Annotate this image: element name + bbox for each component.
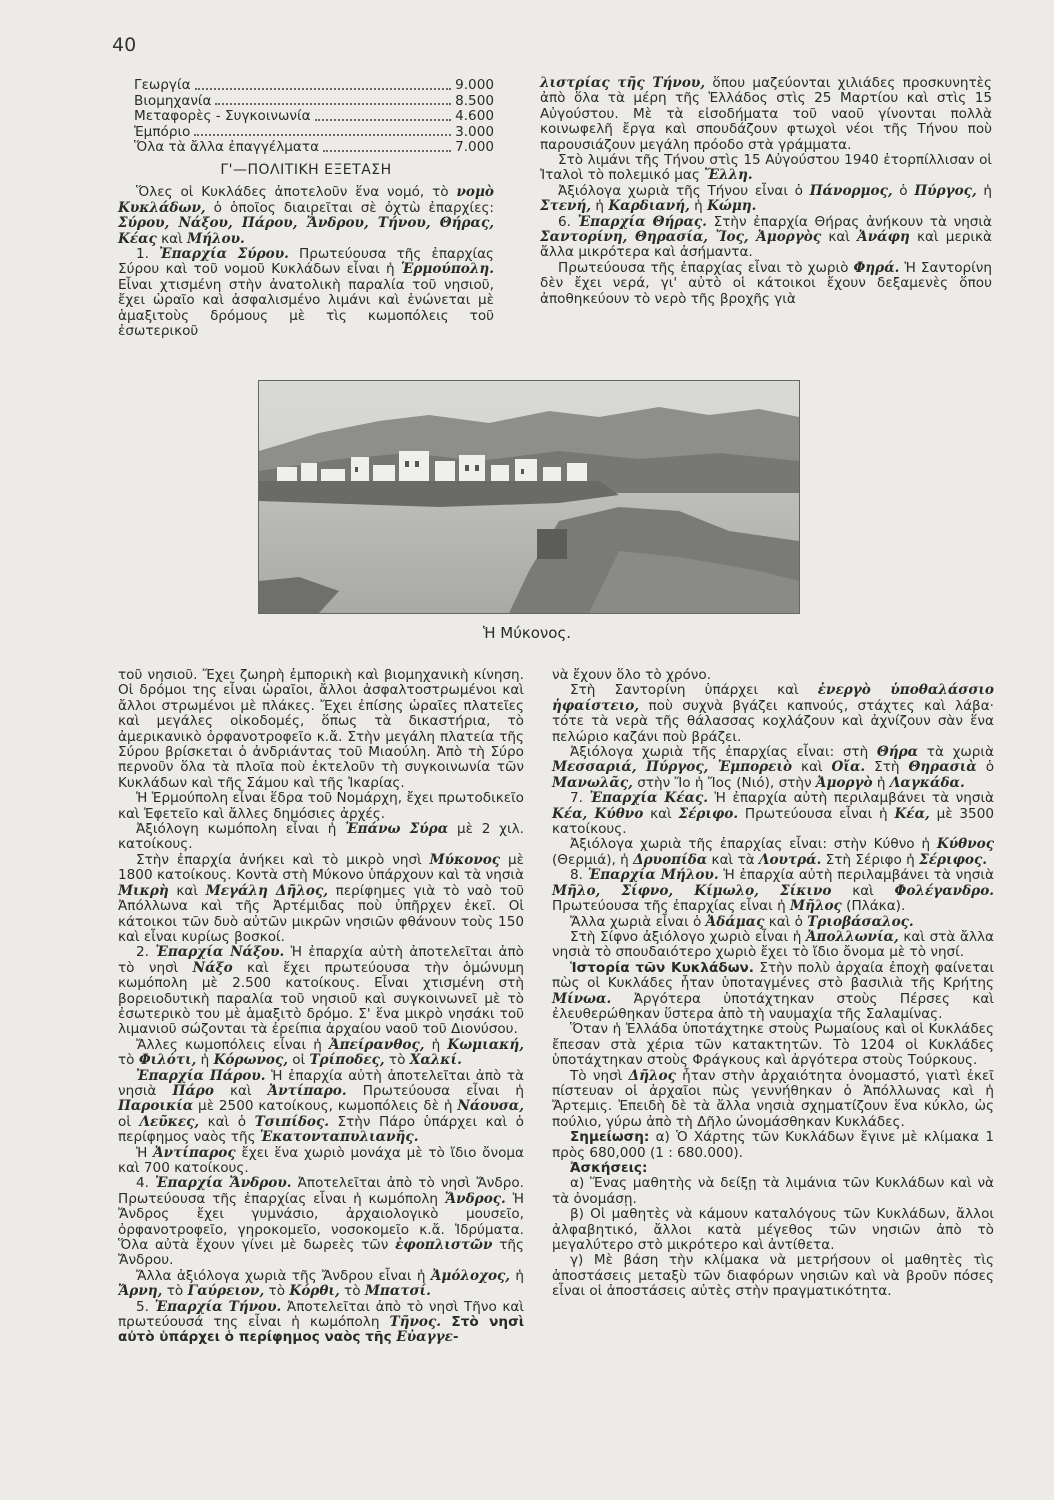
paragraph: 5. Ἐπαρχία Τήνου. Ἀποτελεῖται ἀπὸ τὸ νησὶ Τῆνο καὶ πρωτεύουσά της εἶναι ἡ κωμόπολη Τῆνος. Στὸ νησὶ αὐτὸ ὑπάρχει ὁ περίφημος ναὸς τῆς Εὐαγγε-	[118, 1298, 524, 1346]
stat-row	[118, 140, 494, 156]
stat-value: 4.600	[455, 108, 494, 125]
leader-dots	[194, 125, 451, 137]
paragraph: Ἀξιόλογα χωριὰ τῆς Τήνου εἶναι ὁ Πάνορμος, ὁ Πύργος, ἡ Στενή, ἡ Καρδιανή, ἡ Κώμη.	[540, 182, 993, 215]
stat-value: 9.000	[455, 77, 494, 93]
paragraph: Ἄλλα χωριὰ εἶναι ὁ Ἀδάμας καὶ ὁ Τριοβάσαλος.	[570, 913, 914, 930]
stat-value: 7.000	[455, 139, 494, 156]
paragraph: Ἡ Ἑρμούπολη εἶναι ἕδρα τοῦ Νομάρχη, ἔχει πρωτοδικεῖο καὶ Ἐφετεῖο καὶ ἄλλες δημόσιες ἀρχές.	[118, 790, 524, 822]
right-top-column	[540, 76, 992, 307]
paragraph	[552, 1161, 994, 1176]
paragraph: α) Ἕνας μαθητὴς νὰ δείξῃ τὰ λιμάνια τῶν Κυκλάδων καὶ νὰ τὰ ὀνομάσῃ.	[552, 1175, 994, 1207]
paragraph: Ἄλλες κωμοπόλεις εἶναι ἡ Ἀπείρανθος, ἡ Κωμιακή, τὸ Φιλότι, ἡ Κόρωνος, οἱ Τρίποδες, τὸ Χαλκί.	[118, 1036, 524, 1069]
paragraph: 2. Ἐπαρχία Νάξου. Ἡ ἐπαρχία αὐτὴ ἀποτελεῖται ἀπὸ τὸ νησὶ Νάξο καὶ ἔχει πρωτεύουσα τὴν ὁμώνυμη κωμόπολη μὲ 2.500 κατοίκους. Εἶναι χτισμένη στὴ βορειοδυτικὴ παραλία τοῦ νησιοῦ καὶ συγκοινωνεῖ μὲ τὸ ἐσωτερικὸ του μὲ ἁμαξιτὸ δρόμο. Σ' ἕνα μικρὸ νησάκι τοῦ λιμανιοῦ σώζονται τὰ ἐρείπια ἀρχαίου ναοῦ τοῦ Διονύσου.	[118, 944, 524, 1038]
paragraph: 6. Ἐπαρχία Θήρας. Στὴν ἐπαρχία Θήρας ἀνήκουν τὰ νησιὰ Σαντορίνη, Θηρασία, Ἴος, Ἀμοργὸς καὶ Ἀνάφη καὶ μερικὰ ἄλλα μικρότερα καὶ ἀσήμαντα.	[540, 213, 992, 261]
paragraph: Στὴν ἐπαρχία ἀνήκει καὶ τὸ μικρὸ νησὶ Μύκονος μὲ 1800 κατοίκους. Κοντὰ στὴ Μύκονο ὑπάρχουν καὶ τὰ νησιὰ Μικρὴ καὶ Μεγάλη Δῆλος, περίφημες γιὰ τὸ ναὸ τοῦ Ἀπόλλωνα καὶ τῆς Ἀρτέμιδας ποὺ ὑπῆρχεν ἐκεῖ. Οἱ κάτοικοι τῶν δυὸ αὐτῶν μικρῶν νησιῶν φθάνουν τοὺς 150 καὶ εἶναι κυρίως βοσκοί.	[118, 851, 524, 945]
stat-row	[118, 125, 494, 141]
subheading: Ἱστορία τῶν Κυκλάδων.	[570, 959, 754, 976]
left-bottom-column	[118, 668, 524, 1346]
paragraph: Τὸ νησὶ Δῆλος ἦταν στὴν ἀρχαιότητα ὀνομαστό, γιατὶ ἐκεῖ πίστευαν οἱ ἀρχαῖοι πὼς γεννήθηκαν ὁ Ἀπόλλωνας καὶ ἡ Ἄρτεμις. Ἐπειδὴ δὲ τὰ ἄλλα νησιὰ σχηματίζουν ἕνα κύκλο, ὡς πούλιο, γύρω ἀπὸ τὴ Δῆλο ὠνομάσθηκαν Κυκλάδες.	[552, 1067, 994, 1130]
paragraph: Ὅταν ἡ Ἑλλάδα ὑποτάχτηκε στοὺς Ρωμαίους καὶ οἱ Κυκλάδες ἔπεσαν στὰ χέρια τῶν κατακτητῶν. Τὸ 1204 οἱ Κυκλάδες ὑποτάχτηκαν στοὺς Φράγκους καὶ ἀργότερα στοὺς Τούρκους.	[552, 1021, 994, 1069]
stat-label: Βιομηχανία	[134, 92, 212, 109]
paragraph: Ἀξιόλογη κωμόπολη εἶναι ἡ Ἐπάνω Σύρα μὲ 2 χιλ. κατοίκους.	[118, 821, 524, 853]
paragraph: Ἄλλα ἀξιόλογα χωριὰ τῆς Ἄνδρου εἶναι ἡ Ἀμόλοχος, ἡ Ἄρνη, τὸ Γαύρειον, τὸ Κόρθι, τὸ Μπατσί.	[118, 1267, 524, 1300]
paragraph: γ) Μὲ βάση τὴν κλίμακα νὰ μετρήσουν οἱ μαθητὲς τὶς ἀποστάσεις μεταξὺ τῶν διαφόρων νησιῶν καὶ νὰ βροῦν πόσες εἶναι οἱ ἀποστάσεις αὐτὲς στὴν πραγματικότητα.	[552, 1252, 994, 1300]
left-top-column	[118, 78, 494, 339]
right-bottom-column	[552, 668, 994, 1300]
paragraph: 8. Ἐπαρχία Μήλου. Ἡ ἐπαρχία αὐτὴ περιλαμβάνει τὰ νησιὰ Μῆλο, Σίφνο, Κίμωλο, Σίκινο καὶ Φολέγανδρο. Πρωτεύουσα τῆς ἐπαρχίας εἶναι ἡ Μῆλος (Πλάκα).	[552, 867, 994, 915]
leader-dots	[195, 78, 452, 90]
page-number: 40	[112, 34, 137, 56]
section-heading: Γ'—ΠΟΛΙΤΙΚΗ ΕΞΕΤΑΣΗ	[220, 161, 392, 178]
stat-row	[118, 78, 494, 94]
occupation-stats	[118, 78, 494, 156]
paragraph: Σημείωση: α) Ὁ Χάρτης τῶν Κυκλάδων ἔγινε μὲ κλίμακα 1 πρὸς 680,000 (1 : 680.000).	[552, 1129, 994, 1161]
paragraph: Πρωτεύουσα τῆς ἐπαρχίας εἶναι τὸ χωριὸ Φηρά. Ἡ Σαντορίνη δὲν ἔχει νερά, γι' αὐτὸ οἱ κάτοικοι ἔχουν δεξαμενὲς ὅπου ἀποθηκεύουν τὸ νερὸ τῆς βροχῆς γιὰ	[540, 259, 992, 307]
paragraph: 1. Ἐπαρχία Σύρου. Πρωτεύουσα τῆς ἐπαρχίας Σύρου καὶ τοῦ νομοῦ Κυκλάδων εἶναι ἡ Ἑρμούπολη. Εἶναι χτισμένη στὴν ἀνατολικὴ παραλία τοῦ νησιοῦ, ἔχει ὡραῖο καὶ ἀσφαλισμένο λιμάνι καὶ ἑνώνεται μὲ ἁμαξιτοὺς δρόμους μὲ τὶς κωμοπόλεις τοῦ ἐσωτερικοῦ	[118, 246, 495, 340]
subheading: Ἀσκήσεις:	[570, 1160, 648, 1176]
stat-row	[118, 94, 494, 110]
leader-dots	[215, 94, 451, 106]
paragraph: 4. Ἐπαρχία Ἄνδρου. Ἀποτελεῖται ἀπὸ τὸ νησὶ Ἄνδρο. Πρωτεύουσα τῆς ἐπαρχίας εἶναι ἡ κωμόπολη Ἄνδρος. Ἡ Ἄνδρος ἔχει γυμνάσιο, ἀρχαιολογικὸ μουσεῖο, ὀρφανοτροφεῖο, γηροκομεῖο, νοσοκομεῖο κ.ἄ. Ἱδρύματα. Ὅλα αὐτὰ ἔχουν γίνει μὲ δωρεὲς τῶν ἐφοπλιστῶν τῆς Ἄνδρου.	[118, 1175, 524, 1269]
paragraph: λιστρίας τῆς Τήνου, ὅπου μαζεύονται χιλιάδες προσκυνητὲς ἀπὸ ὅλα τὰ μέρη τῆς Ἑλλάδος στὶς 25 Μαρτίου καὶ στὶς 15 Αὐγούστου. Μὲ τὰ εἰσοδήματα τοῦ ναοῦ γίνονται πολλὰ κοινωφελῆ ἔργα καὶ σπουδάζουν φτωχοὶ νέοι τῆς Τήνου ποὺ παρουσιάζουν μεγάλη πρόοδο στὰ γράμματα.	[540, 75, 992, 153]
paragraph: β) Οἱ μαθητὲς νὰ κάμουν καταλόγους τῶν Κυκλάδων, ἄλλοι ἀλφαβητικό, ἄλλοι κατὰ μέγεθος τῶν νησιῶν ἀπὸ τὸ μεγαλύτερο στὸ μικρότερο καὶ ἀντίθετα.	[552, 1206, 994, 1254]
paragraph: Ἐπαρχία Πάρου. Ἡ ἐπαρχία αὐτὴ ἀποτελεῖται ἀπὸ τὰ νησιὰ Πάρο καὶ Ἀντίπαρο. Πρωτεύουσα εἶναι ἡ Παροικία μὲ 2500 κατοίκους, κωμοπόλεις δὲ ἡ Νάουσα, οἱ Λεῦκες, καὶ ὁ Τσιπίδος. Στὴν Πάρο ὑπάρχει καὶ ὁ περίφημος ναὸς τῆς Ἑκατονταπυλιανῆς.	[118, 1067, 524, 1146]
paragraph: Στὴ Σίφνο ἀξιόλογο χωριὸ εἶναι ἡ Ἀπολλωνία, καὶ στὰ ἄλλα νησιὰ τὸ σπουδαιότερο χωριὸ ἔχει τὸ ἴδιο ὄνομα μὲ τὸ νησί.	[552, 928, 995, 961]
mykonos-photo	[258, 380, 800, 614]
paragraph: νὰ ἔχουν ὅλο τὸ χρόνο.	[552, 667, 712, 683]
paragraph: Ἀξιόλογα χωριὰ τῆς ἐπαρχίας εἶναι: στὴν Κύθνο ἡ Κύθνος (Θερμιά), ἡ Δρυοπίδα καὶ τὰ Λουτρά. Στὴ Σέριφο ἡ Σέριφος.	[552, 836, 994, 868]
stat-row	[118, 109, 494, 125]
photo-caption: Ἡ Μύκονος.	[482, 624, 572, 642]
leader-dots	[323, 140, 451, 152]
paragraph: Στὸ λιμάνι τῆς Τήνου στὶς 15 Αὐγούστου 1940 ἐτορπίλλισαν οἱ Ἰταλοὶ τὸ πολεμικό μας Ἔλλη.	[540, 152, 992, 184]
paragraph: Ὅλες οἱ Κυκλάδες ἀποτελοῦν ἕνα νομό, τὸ νομὸ Κυκλάδων, ὁ ὁποῖος διαιρεῖται σὲ ὀχτὼ ἐπαρχίες: Σύρου, Νάξου, Πάρου, Ἄνδρου, Τήνου, Θήρας, Κέας καὶ Μήλου.	[118, 184, 494, 247]
paragraph: Στὴ Σαντορίνη ὑπάρχει καὶ ἐνεργὸ ὑποθαλάσσιο ἡφαίστειο, ποὺ συχνὰ βγάζει καπνούς, στάχτες καὶ λάβα· τότε τὰ νερὰ τῆς θάλασσας κοχλάζουν καὶ ἀχνίζουν σὰν ἕνα πελώριο καζάνι ποὺ βράζει.	[552, 682, 994, 745]
leader-dots	[315, 109, 452, 121]
subheading: Σημείωση:	[570, 1129, 650, 1146]
stat-value: 3.000	[455, 123, 494, 140]
paragraph: τοῦ νησιοῦ. Ἔχει ζωηρὴ ἐμπορικὴ καὶ βιομηχανικὴ κίνηση. Οἱ δρόμοι της εἶναι ὡραῖοι, ἄλλοι ἀσφαλτοστρωμένοι καὶ ἄλλοι στρωμένοι μὲ πλάκες. Ἔχει ἐπίσης ὡραῖες πλατεῖες καὶ μεγάλες οἰκοδομές, ὅπως τὰ δικαστήρια, τὸ ἀμερικανικὸ ὀρφανοτροφεῖο κ.ἄ. Στὴν μεγάλη πλατεία τῆς Σύρου βρίσκεται ὁ ἀνδριάντας τοῦ Μιαούλη. Ἀπὸ τὴ Σύρο περνοῦν ὅλα τὰ πλοῖα ποὺ ἐκτελοῦν τὴ συγκοινωνία τῶν Κυκλάδων καὶ τῆς Σάμου καὶ τῆς Ἰκαρίας.	[118, 667, 524, 791]
stat-label: Ἐμπόριο	[134, 123, 191, 140]
paragraph: 7. Ἐπαρχία Κέας. Ἡ ἐπαρχία αὐτὴ περιλαμβάνει τὰ νησιὰ Κέα, Κύθνο καὶ Σέριφο. Πρωτεύουσα εἶναι ἡ Κέα, μὲ 3500 κατοίκους.	[552, 790, 995, 838]
stat-value: 8.500	[455, 92, 494, 109]
stat-label: Ὅλα τὰ ἄλλα ἐπαγγέλματα	[134, 139, 320, 156]
stat-label: Γεωργία	[134, 77, 191, 93]
stat-label: Μεταφορὲς - Συγκοινωνία	[134, 108, 311, 125]
paragraph: Ἱστορία τῶν Κυκλάδων. Στὴν πολὺ ἀρχαία ἐποχὴ φαίνεται πὼς οἱ Κυκλάδες ἦταν ὑποταγμένες στὸ βασιλιὰ τῆς Κρήτης Μίνωα. Ἀργότερα ὑποτάχτηκαν στοὺς Πέρσες καὶ ἐλευθερώθηκαν ὕστερα ἀπὸ τὴ ναυμαχία τῆς Σαλαμίνας.	[552, 959, 994, 1022]
paragraph: Ἀξιόλογα χωριὰ τῆς ἐπαρχίας εἶναι: στὴ Θήρα τὰ χωριὰ Μεσσαριά, Πύργος, Ἐμπορειὸ καὶ Οἴα. Στὴ Θηρασιὰ ὁ Μανωλᾶς, στὴν Ἴο ἡ Ἴος (Νιό), στὴν Ἀμοργὸ ἡ Λαγκάδα.	[552, 744, 995, 791]
paragraph: Ἡ Ἀντίπαρος ἔχει ἕνα χωριὸ μονάχα μὲ τὸ ἴδιο ὄνομα καὶ 700 κατοίκους.	[118, 1144, 524, 1176]
